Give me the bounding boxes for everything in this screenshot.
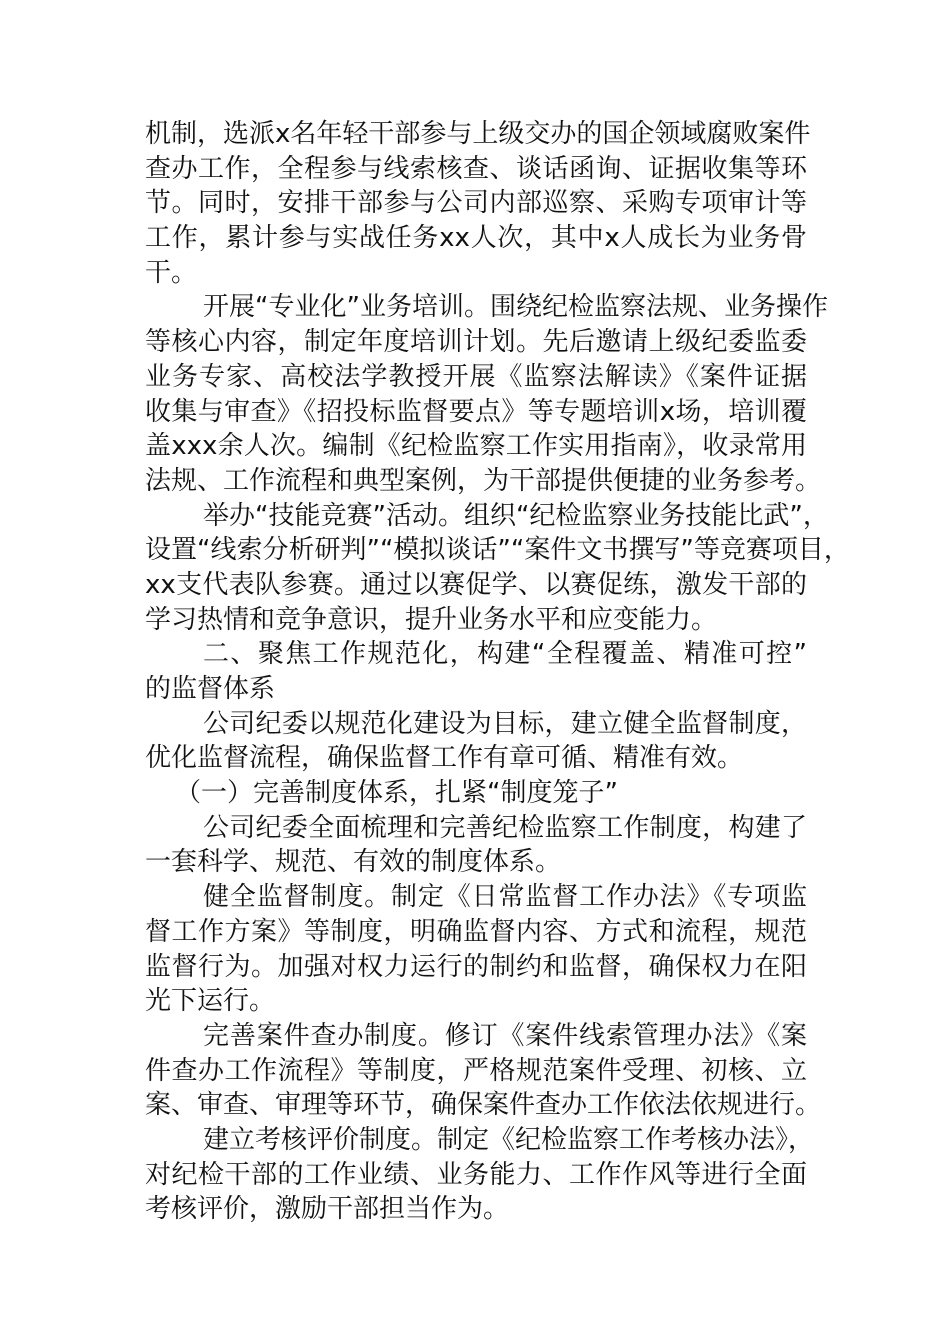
text-line: 案、审查、审理等环节，确保案件查办工作依法依规进行。 [145,1090,822,1121]
text-line: 开展“专业化”业务培训。围绕纪检监察法规、业务操作 [203,292,828,323]
text-line: 等核心内容，制定年度培训计划。先后邀请上级纪委监委 [145,327,807,358]
paragraph [145,880,807,1019]
paragraph [145,707,807,776]
document-page [145,117,850,1227]
text-line: 考核评价，激励干部担当作为。 [145,1194,510,1225]
paragraph [145,811,807,880]
text-line: 的监督体系 [145,674,276,704]
paragraph [145,290,828,498]
text-line: 公司纪委以规范化建设为目标，建立健全监督制度， [203,708,807,739]
text-line: 查办工作，全程参与线索核查、谈话函询、证据收集等环 [145,153,807,184]
paragraph [145,1019,822,1123]
text-line: 举办“技能竞赛”活动。组织“纪检监察业务技能比武”， [203,500,829,531]
text-line: 法规、工作流程和典型案例，为干部提供便捷的业务参考。 [145,465,822,496]
text-line: 干。 [145,257,198,288]
text-line: 监督行为。加强对权力运行的制约和监督，确保权力在阳 [145,951,807,982]
text-line: 督工作方案》等制度，明确监督内容、方式和流程，规范 [145,916,807,947]
text-line: 优化监督流程，确保监督工作有章可循、精准有效。 [145,743,744,774]
text-line: 件查办工作流程》等制度，严格规范案件受理、初核、立 [145,1055,807,1086]
text-line: 公司纪委全面梳理和完善纪检监察工作制度，构建了 [203,812,807,843]
text-line: 节。同时，安排干部参与公司内部巡察、采购专项审计等 [145,188,807,219]
text-line: 盖xxx余人次。编制《纪检监察工作实用指南》，收录常用 [145,431,807,462]
text-line: 健全监督制度。制定《日常监督工作办法》《专项监 [203,882,807,913]
paragraph [145,1123,815,1227]
heading [145,637,807,706]
text-line: 建立考核评价制度。制定《纪检监察工作考核办法》， [203,1124,815,1155]
text-line: xx支代表队参赛。通过以赛促学、以赛促练，激发干部的 [145,569,807,600]
text-line: （一）完善制度体系，扎紧“制度笼子” [175,778,618,809]
subheading [145,776,807,811]
text-line: 机制，选派x名年轻干部参与上级交办的国企领域腐败案件 [145,119,811,149]
text-line: 一套科学、规范、有效的制度体系。 [145,847,562,878]
text-line: 学习热情和竞争意识，提升业务水平和应变能力。 [145,604,718,635]
text-line: 对纪检干部的工作业绩、业务能力、工作作风等进行全面 [145,1159,807,1190]
text-line: 光下运行。 [145,986,276,1017]
paragraph [145,499,850,638]
text-line: 完善案件查办制度。修订《案件线索管理办法》《案 [203,1020,807,1051]
text-line: 收集与审查》《招投标监督要点》等专题培训x场，培训覆 [145,396,807,427]
text-line: 二、聚焦工作规范化，构建“全程覆盖、精准可控” [203,639,807,670]
text-line: 业务专家、高校法学教授开展《监察法解读》《案件证据 [145,361,807,392]
text-line: 设置“线索分析研判”“模拟谈话”“案件文书撰写”等竞赛项目， [145,535,850,566]
text-line: 工作，累计参与实战任务xx人次，其中x人成长为业务骨 [145,223,807,254]
paragraph [145,117,811,290]
